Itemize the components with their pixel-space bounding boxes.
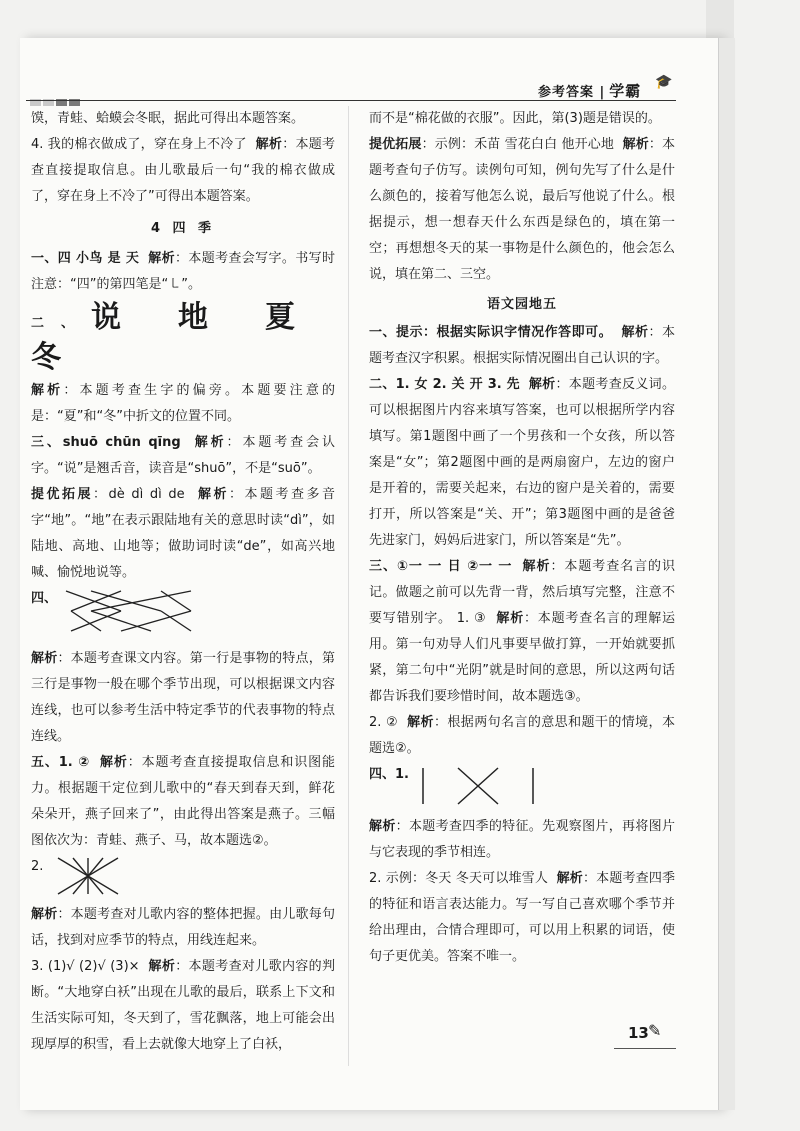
extension: 提优拓展：dè dì dì de 解析：本题考查多音字“地”。“地”在表示跟陆地有关的意思时读“dì”，如陆地、高地、山地等；做助词时读“de”，如高兴地喊、愉悦地说等。 (31, 487, 335, 580)
header-title: 参考答案 (538, 85, 595, 100)
section-3: 三、①一 一 日 ②一 一 解析：本题考查名言的识记。做题之前可以先背一背，然后填写完整，注意不要写错别字。 1. ③ 解析：本题考查名言的理解运用。第一句劝导人们凡事要早做打算，一开始就要抓紧，第二句中“光阴”就是时间的意思，所以这两句话都告诉我们要珍惜时间，故本题选③。 (369, 559, 675, 704)
brand-logo: 学霸 (609, 82, 642, 100)
page-number: 13 (628, 1024, 649, 1042)
left-column (31, 106, 335, 1058)
text-line: 馍，青蛙、蛤蟆会冬眠，据此可得出本题答案。 (31, 111, 305, 126)
footer-rule (614, 1048, 676, 1049)
section-2-analysis: 解析：本题考查生字的偏旁。本题要注意的是：“夏”和“冬”中折文的位置不同。 (31, 383, 335, 424)
section-4-analysis: 解析：本题考查四季的特征。先观察图片，再将图片与它表现的季节相连。 (369, 819, 675, 860)
section-3: 三、shuō chūn qīng 解析：本题考查会认字。“说”是翘舌音，读音是“shuō”，不是“suō”。 (31, 435, 335, 476)
section-2: 二、1. 女 2. 关 开 3. 先 解析：本题考查反义词。可以根据图片内容来填写答案，也可以根据所学内容填写。第1题图中画了一个男孩和一个女孩，所以答案是“女”；第2题图中画的是两扇窗户，左边的窗户是开着的，需要关起来，右边的窗户是关着的，需要打开，所以答案是“关、开”；第3题图中画的是爸爸先进家门，妈妈后进家门，所以答案是“先”。 (369, 377, 675, 548)
section-4-2: 2. 示例：冬天 冬天可以堆雪人 解析：本题考查四季的特征和语言表达能力。写一写自己喜欢哪个季节并给出理由，合情合理即可，可以用上积累的词语，使句子更优美。答案不唯一。 (369, 871, 675, 964)
section-5: 五、1. ② 解析：本题考查直接提取信息和识图能力。根据题干定位到儿歌中的“春天到春天到，鲜花朵朵开，燕子回来了”，由此得出答案是燕子。三幅图依次为：青蛙、燕子、马，故本题选②。 (31, 755, 335, 848)
section-2: 二、说地夏冬 (31, 300, 335, 375)
answer-4: 4. 我的棉衣做成了，穿在身上不冷了 解析：本题考查直接提取信息。由儿歌最后一句“我的棉衣做成了，穿在身上不冷了”可得出本题答案。 (31, 137, 335, 204)
header-label: 参考答案 | 学霸 (538, 82, 642, 100)
section-1: 一、四 小鸟 是 天 解析：本题考查会写字。书写时注意：“四”的第四笔是“㇄”。 (31, 251, 335, 292)
pencil-icon: ✎ (648, 1021, 662, 1040)
page-edge (718, 38, 735, 1110)
handwritten-chars: 说地夏冬 (31, 300, 335, 375)
header-rule (26, 100, 676, 101)
section-1: 一、提示：根据实际识字情况作答即可。 解析：本题考查汉字积累。根据实际情况圈出自己认识的字。 (369, 325, 675, 366)
section-4-analysis: 解析：本题考查课文内容。第一行是事物的特点，第三行是事物一般在哪个季节出现，可以根据课文内容连线，也可以参考生活中特定季节的代表事物的特点连线。 (31, 651, 335, 744)
section-5-3: 3. (1)√ (2)√ (3)× 解析：本题考查对儿歌内容的判断。“大地穿白袄”出现在儿歌的最后，联系上下文和生活实际可知，冬天到了，雪花飘落，地上可能会出现厚厚的积雪，看上去就像大地穿上了白袄， (31, 959, 335, 1052)
right-column (369, 106, 675, 970)
text-line: 而不是“棉花做的衣服”。因此，第(3)题是错误的。 (369, 111, 661, 126)
star-lines-diagram (48, 854, 138, 898)
section-4: 四、 (31, 586, 335, 646)
lesson-title: 4 四 季 (150, 221, 216, 236)
section-title: 语文园地五 (486, 297, 557, 312)
section-4: 四、1. (369, 762, 675, 814)
extension: 提优拓展：示例：禾苗 雪花白白 他开心地 解析：本题考查句子仿写。读例句可知，例句先写了什么是什么颜色的，接着写他怎么说，最后写他说了什么。根据提示，想一想春天什么东西是绿色的，填在第一空；再想想冬天的某一事物是什么颜色的，他会怎么说，填在第二、三空。 (369, 137, 675, 282)
column-divider (348, 106, 349, 1066)
page-fold (706, 0, 734, 38)
graduation-cap-icon: 🎓 (655, 74, 673, 90)
section-5-2-analysis: 解析：本题考查对儿歌内容的整体把握。由儿歌每句话，找到对应季节的特点，用线连起来。 (31, 907, 335, 948)
section-5-2: 2. (31, 854, 335, 902)
section-3-2: 2. ② 解析：根据两句名言的意思和题干的情境，本题选②。 (369, 715, 675, 756)
matching-lines-diagram (61, 586, 211, 636)
matching-lines-diagram (413, 762, 543, 808)
